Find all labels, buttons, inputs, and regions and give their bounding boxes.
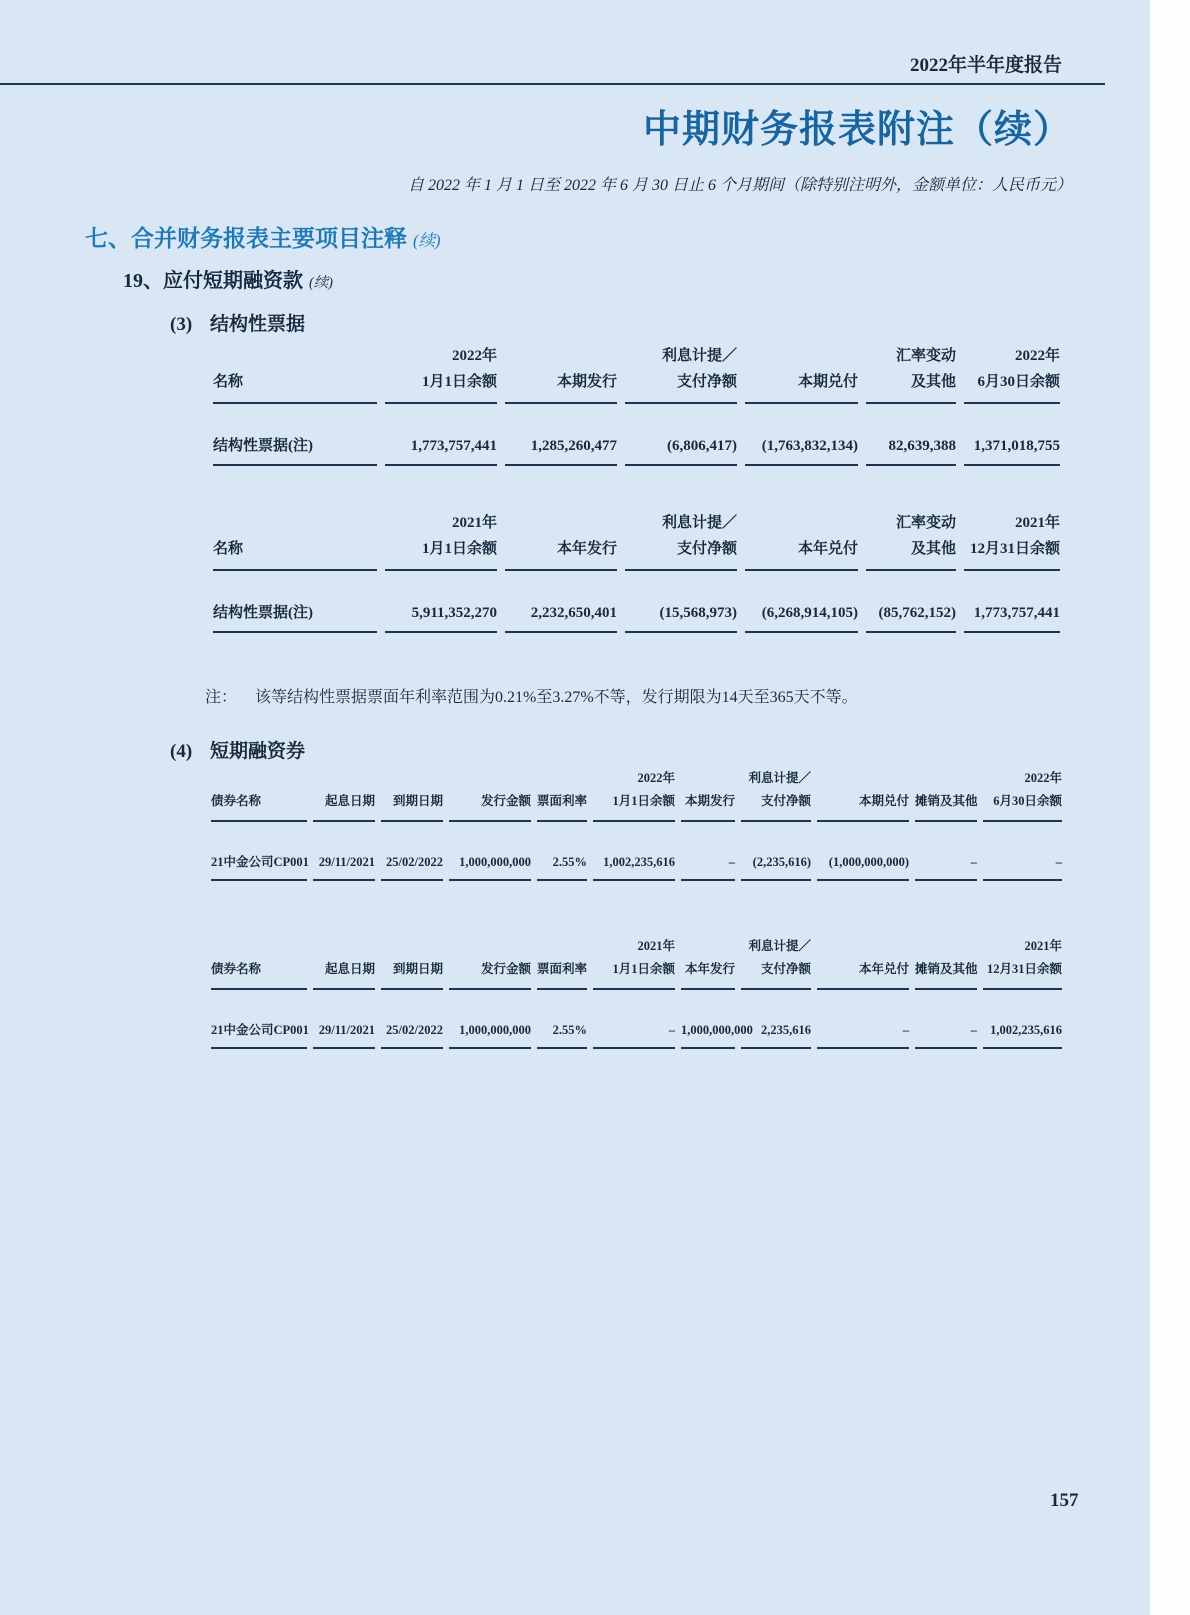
table-cell: 1月1日余额: [593, 959, 675, 990]
section-heading-suffix: (续): [413, 231, 441, 250]
table-cell: 摊销及其他: [915, 959, 977, 990]
table-cell: [381, 936, 443, 959]
table-data-row: [213, 571, 1060, 633]
table-cell: [449, 768, 531, 791]
table-header-row: [213, 370, 1060, 404]
table-cell: 1,773,757,441: [964, 571, 1060, 633]
table-cell: 6月30日余额: [983, 791, 1062, 822]
table-cell: 本年发行: [681, 959, 735, 990]
table-cell: 结构性票据(注): [213, 571, 377, 633]
table-cell: 发行金额: [449, 791, 531, 822]
table-cell: [915, 768, 977, 791]
section-heading-text: 七、合并财务报表主要项目注释: [85, 226, 407, 251]
table-cell: 82,639,388: [866, 404, 956, 466]
table-cell: 2,232,650,401: [505, 571, 617, 633]
table-cell: [817, 936, 909, 959]
table-cell: [745, 511, 858, 537]
table-cell: 2.55%: [537, 822, 587, 881]
table-cell: (2,235,616): [741, 822, 811, 881]
table-cell: 到期日期: [381, 959, 443, 990]
table-cell: –: [983, 822, 1062, 881]
table-cell: 摊销及其他: [915, 791, 977, 822]
table-cell: 本期发行: [505, 370, 617, 404]
subsection-title: 短期融资券: [210, 741, 306, 762]
table-cell: 债券名称: [211, 791, 307, 822]
table-cell: [211, 768, 307, 791]
table-cell: 29/11/2021: [313, 990, 375, 1049]
table-cell: 支付净额: [625, 537, 737, 571]
table-cell: [915, 936, 977, 959]
table-cell: [505, 344, 617, 370]
table-cell: –: [915, 990, 977, 1049]
table-cell: [505, 511, 617, 537]
table-cell: 支付净额: [625, 370, 737, 404]
table-cell: –: [915, 822, 977, 881]
table-cell: [381, 768, 443, 791]
table-cell: 支付净额: [741, 791, 811, 822]
section-heading-short-term-financing: [123, 264, 333, 293]
structured-notes-2022-table: [205, 344, 1068, 466]
table-cell: [681, 768, 735, 791]
table-header-row: [213, 537, 1060, 571]
table-cell: 2,235,616: [741, 990, 811, 1049]
table-cell: 到期日期: [381, 791, 443, 822]
table-cell: 12月31日余额: [964, 537, 1060, 571]
table-cell: [211, 936, 307, 959]
table-year-row: [213, 511, 1060, 537]
footnote: [205, 684, 965, 707]
table-cell: 发行金额: [449, 959, 531, 990]
page-number: 157: [1050, 1490, 1079, 1511]
table-cell: 利息计提／: [748, 939, 811, 953]
table-data-row: [211, 822, 1062, 881]
table-cell: 21中金公司CP001: [211, 990, 307, 1049]
table-cell: 25/02/2022: [381, 822, 443, 881]
table-cell: [449, 936, 531, 959]
section-heading-suffix: (续): [309, 275, 333, 291]
table-cell: [213, 511, 377, 537]
subsection-number: (4): [170, 741, 193, 762]
table-cell: 1,371,018,755: [964, 404, 1060, 466]
table-cell: (15,568,973): [625, 571, 737, 633]
table-cell: [745, 344, 858, 370]
table-cell: 1,002,235,616: [593, 822, 675, 881]
subsection-number: (3): [170, 314, 193, 335]
table-cell: 及其他: [866, 370, 956, 404]
table-cell: 12月31日余额: [983, 959, 1062, 990]
table-data-row: [213, 404, 1060, 466]
subsection-heading-structured-notes: [170, 309, 305, 336]
table-year-row: [211, 768, 1062, 791]
table-cell: (1,763,832,134): [745, 404, 858, 466]
table-cell: 2021年: [1014, 515, 1060, 531]
page-subtitle: 自 2022 年 1 月 1 日至 2022 年 6 月 30 日止 6 个月期间（除特别注明外，金额单位：人民币元）: [407, 177, 1072, 194]
table-cell: (6,806,417): [625, 404, 737, 466]
table-cell: 2022年: [1024, 771, 1062, 785]
page-title: 中期财务报表附注（续）: [642, 109, 1072, 151]
table-year-row: [213, 344, 1060, 370]
table-cell: 1,000,000,000: [449, 822, 531, 881]
table-cell: 21中金公司CP001: [211, 822, 307, 881]
table-header-row: [211, 791, 1062, 822]
table-cell: –: [817, 990, 909, 1049]
table-cell: 1,000,000,000: [681, 990, 735, 1049]
table-cell: 票面利率: [537, 959, 587, 990]
table-cell: 本年发行: [505, 537, 617, 571]
table-cell: 2022年: [451, 348, 497, 364]
table-cell: –: [593, 990, 675, 1049]
table-cell: 1,773,757,441: [385, 404, 497, 466]
table-cell: 汇率变动: [895, 515, 956, 531]
table-cell: (1,000,000,000): [817, 822, 909, 881]
table-cell: 2022年: [637, 771, 675, 785]
table-cell: [537, 768, 587, 791]
table-cell: 起息日期: [313, 959, 375, 990]
table-cell: 本期兑付: [745, 370, 858, 404]
subsection-title: 结构性票据: [210, 314, 306, 335]
table-cell: 5,911,352,270: [385, 571, 497, 633]
table-cell: 2021年: [637, 939, 675, 953]
table-cell: 2021年: [1024, 939, 1062, 953]
table-cell: 29/11/2021: [313, 822, 375, 881]
table-cell: [681, 936, 735, 959]
table-cell: [537, 936, 587, 959]
table-cell: 6月30日余额: [964, 370, 1060, 404]
table-cell: 票面利率: [537, 791, 587, 822]
table-cell: 2021年: [451, 515, 497, 531]
table-cell: 利息计提／: [661, 515, 737, 531]
table-cell: 1月1日余额: [593, 791, 675, 822]
table-cell: 及其他: [866, 537, 956, 571]
table-header-row: [211, 959, 1062, 990]
table-cell: (6,268,914,105): [745, 571, 858, 633]
section-heading-text: 19、应付短期融资款: [123, 270, 303, 292]
table-cell: 支付净额: [741, 959, 811, 990]
table-cell: 1月1日余额: [385, 537, 497, 571]
table-cell: 本年兑付: [745, 537, 858, 571]
table-cell: [213, 344, 377, 370]
table-cell: 2.55%: [537, 990, 587, 1049]
table-cell: 1月1日余额: [385, 370, 497, 404]
report-header-label: 2022年半年度报告: [909, 55, 1062, 76]
subsection-heading-commercial-paper: [170, 736, 305, 763]
table-cell: 2022年: [1014, 348, 1060, 364]
table-cell: 本年兑付: [817, 959, 909, 990]
table-cell: 本期兑付: [817, 791, 909, 822]
table-cell: (85,762,152): [866, 571, 956, 633]
table-cell: 起息日期: [313, 791, 375, 822]
footnote-label: 注：: [205, 689, 238, 706]
table-cell: 1,285,260,477: [505, 404, 617, 466]
footnote-text: 该等结构性票据票面年利率范围为0.21%至3.27%不等，发行期限为14天至365天不等。: [255, 689, 858, 706]
table-cell: 1,000,000,000: [449, 990, 531, 1049]
page-right-margin: [1150, 0, 1190, 1615]
table-cell: 1,002,235,616: [983, 990, 1062, 1049]
commercial-paper-2021-table: [205, 936, 1068, 1049]
table-cell: 债券名称: [211, 959, 307, 990]
table-data-row: [211, 990, 1062, 1049]
table-year-row: [211, 936, 1062, 959]
table-cell: [313, 768, 375, 791]
table-cell: 名称: [213, 370, 377, 404]
table-cell: 25/02/2022: [381, 990, 443, 1049]
header-divider: [0, 83, 1105, 85]
table-cell: 结构性票据(注): [213, 404, 377, 466]
table-cell: 汇率变动: [895, 348, 956, 364]
table-cell: 本期发行: [681, 791, 735, 822]
structured-notes-2021-table: [205, 511, 1068, 633]
table-cell: 利息计提／: [748, 771, 811, 785]
table-cell: 利息计提／: [661, 348, 737, 364]
table-cell: –: [681, 822, 735, 881]
commercial-paper-2022-table: [205, 768, 1068, 881]
section-heading-consolidated-notes: [85, 220, 441, 253]
table-cell: 名称: [213, 537, 377, 571]
table-cell: [817, 768, 909, 791]
table-cell: [313, 936, 375, 959]
